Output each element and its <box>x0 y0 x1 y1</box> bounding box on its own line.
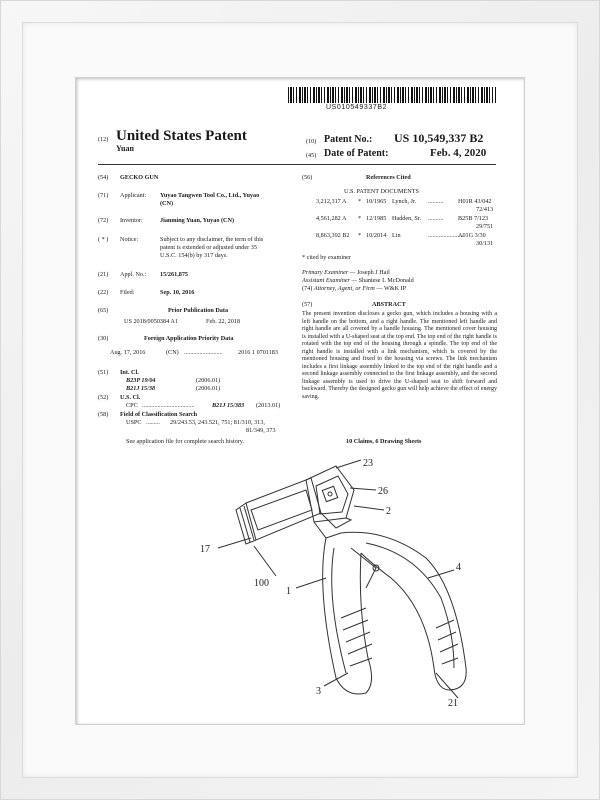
reference-number: 8,863,392 B2 <box>316 232 350 239</box>
cpc-value: B21J 15/383 <box>212 402 245 409</box>
reference-date: 10/1965 <box>366 198 387 205</box>
intcl-label: Int. Cl. <box>120 369 139 376</box>
notice-line3: U.S.C. 154(b) by 317 days. <box>160 252 228 259</box>
cpc-date: (2013.01) <box>256 402 281 409</box>
patent-no-code: (10) <box>306 138 317 145</box>
intcl-2: B21J 15/38 <box>126 385 156 392</box>
ref-label-3: 3 <box>316 686 321 697</box>
appl-label: Appl. No.: <box>120 271 147 278</box>
field-code: (58) <box>98 411 109 418</box>
foreign-dots: ......................... <box>184 349 223 356</box>
ref-label-100: 100 <box>254 578 269 589</box>
applicant-line2: (CN) <box>160 200 174 207</box>
uspc-line1: 29/243.53, 243.521, 751; 81/310, 313, <box>170 419 265 426</box>
uspc-label: USPC <box>126 419 142 426</box>
reference-name: Hadden, Sr. <box>392 215 422 222</box>
notice-label: Notice: <box>120 236 139 243</box>
primary-examiner-label: Primary Examiner <box>302 269 349 276</box>
uscl-code: (52) <box>98 394 109 401</box>
prior-heading: Prior Publication Data <box>168 307 229 314</box>
notice-code: ( * ) <box>98 236 109 243</box>
patent-document: US010549337B2 (12) United States Patent Yuan (10) Patent No.: US 10,549,337 B2 (45) Date of Patent: Feb. 4, 2020 (54) GECKO GUN (71) Applicant: Yuyao Tangwen Tool Co., Ltd., Yuyao (CN) (72) Inventor: Jianming Yuan, Yuyao (CN) ( * ) Notice: Subject to any disclaimer, the term of this patent is extended or adjusted under 35 U.S.C. 154(b) by 317 days. (21) Appl. No.: 15/261,875 (22) Filed: Sep. 10, 2016 (65) Prior Publication Data US 2018/0050384 A1 Feb. 22, 2018 (30) Foreign Application Priority Data Aug. 17, 2016 (CN) ......................... 2016 1 0701183 (51) Int. Cl. B23P 19/04 (2006.01) B21J 15/38 (2006.01) (52) U.S. Cl. CPC .................................. B21J 15/383 (2013.01) (58) Field of Classification Search USPC ......... 29/243.53, 243.521, 751; 81/310, 313, 81/349, 373 See application file for complete search history. (56) References Cited U.S. PATENT DOCUMENTS 3,212,317 A * 10/1965 Lynch, Jr. .......... H01R 43/042 72/413 4,561,282 A * 12/1985 Hadden, Sr. .......... B25B 7/123 29/751 8,863,392 B2 * 10/2014 Lin ....................... A01G 3/30 30/131 * cited by examiner Primary Examiner — Joseph J Hail Assistant Examiner — Shantese L McDonald (74) Attorney, Agent, or Firm — W&K IP (57) ABSTRACT The present invention discloses a gecko gun, which includes a housing with a left handle on the bottom, and a right handle. The mentioned left handle and right handle are all covered by a handle housing. The mentioned cover housing is installed with a U-shaped seat at the top end. The top end of the right handle is rotated with the top end of the housing through a spindle. The top end of the right handle is installed with a link mechanism, which is covered by the mentioned housing and fixed to the housing via screws. The link mechanism includes a first linkage assembly linked to the top end of the right handle and a second linkage assembly connected to the first linkage assembly, and the second linkage assembly is used to drive the U-shaped seat to shift forward and backward. Thereby the designed gecko gun will help achieve the effect of energy saving. 10 Claims, 6 Drawing Sheets 23 26 2 17 100 1 4 3 21 <box>76 78 524 724</box>
ref-label-21: 21 <box>448 698 458 708</box>
abstract-code: (57) <box>302 301 313 308</box>
abstract-text: The present invention discloses a gecko gun, which includes a housing with a left handle on the bottom, and a right handle. The mentioned left handle and right handle are all covered by a handle housing. The mentioned cover housing is installed with a U-shaped seat at the top end. The top end of the right handle is rotated with the top end of the housing through a spindle. The top end of the right handle is installed with a link mechanism, which is covered by the mentioned housing and fixed to the housing via screws. The link mechanism includes a first linkage assembly linked to the top end of the right handle and a second linkage assembly connected to the first linkage assembly, and the second linkage assembly is used to drive the U-shaped seat to shift forward and backward. Thereby the designed gecko gun will help achieve the effect of energy saving. <box>302 311 497 400</box>
invention-title: GECKO GUN <box>120 174 159 181</box>
reference-date: 12/1985 <box>366 215 387 222</box>
patent-date: Feb. 4, 2020 <box>430 147 487 159</box>
reference-star: * <box>358 198 362 205</box>
reference-number: 3,212,317 A <box>316 198 347 205</box>
applicant-code: (71) <box>98 192 109 199</box>
foreign-heading: Foreign Application Priority Data <box>144 335 234 342</box>
foreign-code: (30) <box>98 335 109 342</box>
patent-type: United States Patent <box>116 128 247 144</box>
appl-code: (21) <box>98 271 109 278</box>
attorney-label: Attorney, Agent, or Firm <box>313 285 375 292</box>
ref-label-2: 2 <box>386 506 391 517</box>
ref-label-4: 4 <box>456 562 461 573</box>
intcl-1-date: (2006.01) <box>196 377 221 384</box>
barcode <box>288 87 496 103</box>
gecko-gun-drawing <box>136 458 476 708</box>
prior-publication: US 2018/0050384 A1 <box>124 318 178 325</box>
claims-summary: 10 Claims, 6 Drawing Sheets <box>346 438 422 445</box>
inventor-value: Jianming Yuan, Yuyao (CN) <box>160 217 235 224</box>
appl-number: 15/261,875 <box>160 271 189 278</box>
uspc-line2: 81/349, 373 <box>246 427 276 434</box>
ref-label-23: 23 <box>363 458 373 469</box>
prior-code: (65) <box>98 307 109 314</box>
reference-name: Lin <box>392 232 401 239</box>
reference-star: * <box>358 232 362 239</box>
foreign-country: (CN) <box>166 349 179 356</box>
inventor-label: Inventor: <box>120 217 143 224</box>
filed-code: (22) <box>98 289 109 296</box>
applicant-label: Applicant: <box>120 192 147 199</box>
title-code: (54) <box>98 174 109 181</box>
attorney-code: (74) <box>302 285 313 292</box>
reference-subclass: 72/413 <box>476 206 494 213</box>
reference-subclass: 30/131 <box>476 240 494 247</box>
patent-number: US 10,549,337 B2 <box>394 131 484 145</box>
ref-label-1: 1 <box>286 586 291 597</box>
assistant-examiner-label: Assistant Examiner <box>302 277 350 284</box>
abstract-heading: ABSTRACT <box>372 301 406 308</box>
foreign-number: 2016 1 0701183 <box>238 349 278 356</box>
references-code: (56) <box>302 174 313 181</box>
intcl-code: (51) <box>98 369 109 376</box>
inventor-code: (72) <box>98 217 109 224</box>
filed-label: Filed: <box>120 289 135 296</box>
applicant-line1: Yuyao Tangwen Tool Co., Ltd., Yuyao <box>160 192 260 199</box>
notice-line1: Subject to any disclaimer, the term of this <box>160 236 264 243</box>
reference-dots: .......... <box>428 215 444 222</box>
reference-star: * <box>358 215 362 222</box>
intcl-2-date: (2006.01) <box>196 385 221 392</box>
header-rule <box>98 164 496 165</box>
attorney: W&K IP <box>383 285 407 292</box>
references-heading: References Cited <box>366 174 411 181</box>
patent-no-label: Patent No.: <box>324 134 373 145</box>
reference-class: H01R 43/042 <box>458 198 492 205</box>
uscl-label: U.S. Cl. <box>120 394 141 401</box>
primary-examiner: Joseph J Hail <box>356 269 390 276</box>
reference-subclass: 29/751 <box>476 223 494 230</box>
reference-name: Lynch, Jr. <box>392 198 417 205</box>
intcl-1: B23P 19/04 <box>126 377 156 384</box>
reference-date: 10/2014 <box>366 232 387 239</box>
field-label: Field of Classification Search <box>120 411 198 418</box>
filed-date: Sep. 10, 2016 <box>160 289 195 296</box>
ref-label-26: 26 <box>378 486 388 497</box>
assistant-examiner: Shantese L McDonald <box>358 277 414 284</box>
reference-dots: ....................... <box>428 232 464 239</box>
inventor-surname: Yuan <box>116 144 134 153</box>
us-patent-documents-heading: U.S. PATENT DOCUMENTS <box>344 188 419 195</box>
reference-class: B25B 7/123 <box>458 215 489 222</box>
cpc-label: CPC <box>126 402 138 409</box>
date-code: (45) <box>306 152 317 159</box>
barcode-number: US010549337B2 <box>326 104 388 111</box>
prior-date: Feb. 22, 2018 <box>206 318 241 325</box>
reference-class: A01G 3/30 <box>458 232 486 239</box>
notice-line2: patent is extended or adjusted under 35 <box>160 244 257 251</box>
cpc-dots: .................................. <box>142 402 195 409</box>
reference-number: 4,561,282 A <box>316 215 347 222</box>
cited-note: * cited by examiner <box>302 254 351 261</box>
ref-label-17: 17 <box>200 544 210 555</box>
search-history-note: See application file for complete search history. <box>126 438 244 445</box>
uspc-dots: ......... <box>146 419 160 426</box>
patent-type-code: (12) <box>98 136 109 143</box>
foreign-date: Aug. 17, 2016 <box>110 349 146 356</box>
date-label: Date of Patent: <box>324 148 389 159</box>
reference-dots: .......... <box>428 198 444 205</box>
